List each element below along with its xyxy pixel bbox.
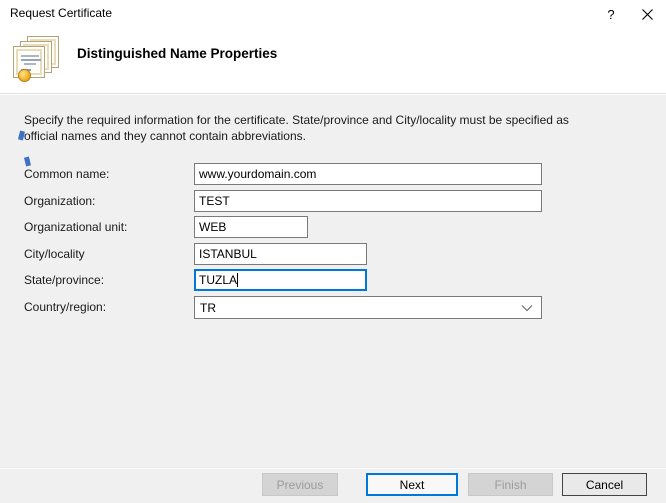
- country-region-select[interactable]: [194, 296, 542, 319]
- certificates-icon: [12, 36, 62, 86]
- city-locality-input[interactable]: [194, 243, 367, 265]
- wizard-body: [0, 95, 666, 503]
- form-row-state-province: [0, 269, 666, 291]
- window-title: Request Certificate: [10, 6, 113, 20]
- country-region-value: TR: [200, 300, 216, 315]
- footer-separator: [0, 467, 666, 469]
- next-button[interactable]: Next: [366, 473, 458, 496]
- help-icon: ?: [607, 6, 615, 22]
- organization-input[interactable]: [194, 190, 542, 212]
- city-locality-label: City/locality: [24, 247, 85, 261]
- page-title: Distinguished Name Properties: [77, 46, 278, 61]
- organizational-unit-input[interactable]: [194, 216, 308, 238]
- form-row-country-region: [0, 296, 666, 318]
- previous-button[interactable]: Previous: [262, 473, 338, 496]
- form-row-city-locality: [0, 243, 666, 265]
- finish-button[interactable]: Finish: [468, 473, 553, 496]
- state-province-label: State/province:: [24, 273, 105, 287]
- titlebar: [0, 0, 666, 28]
- chevron-down-icon: [521, 304, 533, 312]
- form-row-common-name: [0, 163, 666, 185]
- country-region-label: Country/region:: [24, 300, 107, 314]
- state-province-input[interactable]: [194, 269, 367, 291]
- cancel-button[interactable]: Cancel: [562, 473, 647, 496]
- organization-label: Organization:: [24, 194, 96, 208]
- organizational-unit-label: Organizational unit:: [24, 220, 128, 234]
- form-row-organizational-unit: [0, 216, 666, 238]
- text-caret: [237, 273, 238, 287]
- gold-seal-icon: [18, 69, 31, 82]
- help-button[interactable]: [594, 0, 628, 28]
- close-icon: [642, 9, 653, 20]
- form-row-organization: [0, 190, 666, 212]
- close-button[interactable]: [630, 0, 664, 28]
- common-name-label: Common name:: [24, 167, 110, 181]
- instructions-text: Specify the required information for the certificate. State/province and City/locality must be specified as official names and they cannot contain abbreviations.: [24, 113, 569, 143]
- common-name-input[interactable]: [194, 163, 542, 185]
